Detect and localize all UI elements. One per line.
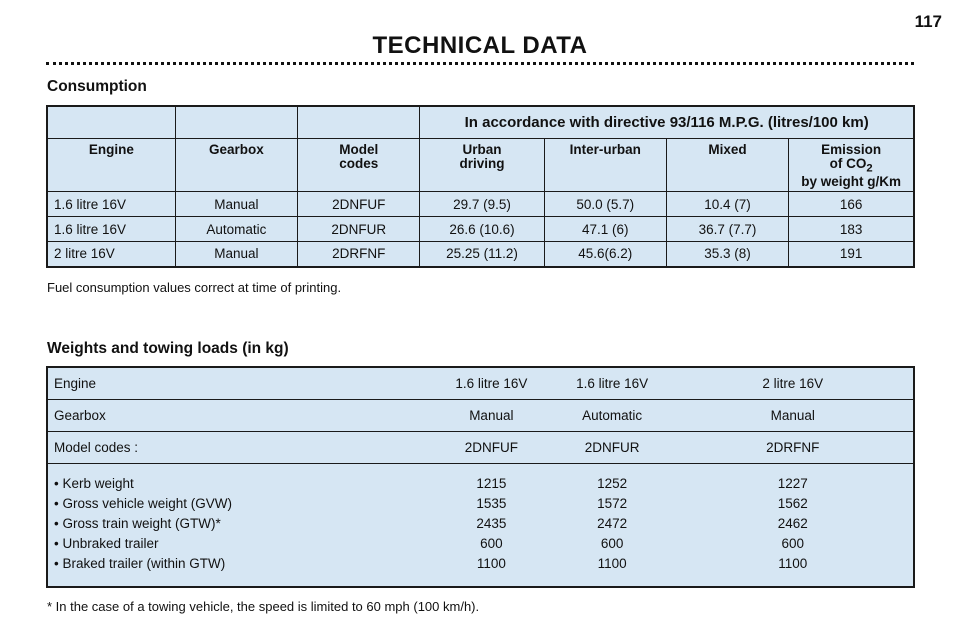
list-item: • Gross train weight (GTW)* [54, 515, 221, 531]
page-number: 117 [914, 12, 942, 31]
consumption-table [46, 105, 915, 268]
dotted-divider [46, 62, 914, 65]
col-inter-urban: Inter-urban [544, 138, 666, 192]
weights-footnote: * In the case of a towing vehicle, the speed is limited to 60 mph (100 km/h). [47, 599, 480, 614]
list-item: • Kerb weight [54, 475, 134, 491]
table-row: 2 litre 16V Manual 2DRFNF 25.25 (11.2) 45.6(6.2) 35.3 (8) 191 [47, 242, 914, 267]
header-empty-cell [47, 106, 175, 138]
weights-values-col-3: 1227 1562 2462 600 1100 [673, 463, 914, 587]
weights-row-gearbox: Gearbox Manual Automatic Manual [47, 399, 914, 431]
weights-row-model-codes: Model codes : 2DNFUF 2DNFUR 2DRFNF [47, 431, 914, 463]
list-item: • Braked trailer (within GTW) [54, 555, 226, 571]
directive-header: In accordance with directive 93/116 M.P.G. (litres/100 km) [420, 106, 914, 138]
weights-heading: Weights and towing loads (in kg) [47, 340, 289, 357]
weights-values-col-2: 1252 1572 2472 600 1100 [552, 463, 673, 587]
consumption-directive-row [47, 106, 914, 138]
weights-values-col-1: 1215 1535 2435 600 1100 [431, 463, 552, 587]
consumption-heading: Consumption [47, 78, 147, 95]
consumption-footnote: Fuel consumption values correct at time of printing. [47, 280, 342, 295]
weights-table [46, 366, 915, 588]
header-empty-cell [175, 106, 297, 138]
col-urban-driving: Urban driving [420, 138, 544, 192]
col-engine: Engine [47, 138, 175, 192]
col-model-codes: Model codes [298, 138, 420, 192]
header-empty-cell [298, 106, 420, 138]
consumption-column-headers [47, 138, 914, 192]
weights-row-loads [47, 463, 914, 587]
col-emission: Emission of $CO_2$ by weight g/Km [789, 138, 914, 192]
list-item: • Unbraked trailer [54, 535, 159, 551]
list-item: • Gross vehicle weight (GVW) [54, 495, 233, 511]
col-gearbox: Gearbox [175, 138, 297, 192]
weights-item-labels [47, 463, 431, 587]
table-row: 1.6 litre 16V Manual 2DNFUF 29.7 (9.5) 50.0 (5.7) 10.4 (7) 166 [47, 192, 914, 217]
table-row: 1.6 litre 16V Automatic 2DNFUR 26.6 (10.6) 47.1 (6) 36.7 (7.7) 183 [47, 217, 914, 242]
col-mixed: Mixed [666, 138, 788, 192]
weights-row-engine: Engine 1.6 litre 16V 1.6 litre 16V 2 litre 16V [47, 367, 914, 399]
page-title: TECHNICAL DATA [372, 32, 588, 59]
